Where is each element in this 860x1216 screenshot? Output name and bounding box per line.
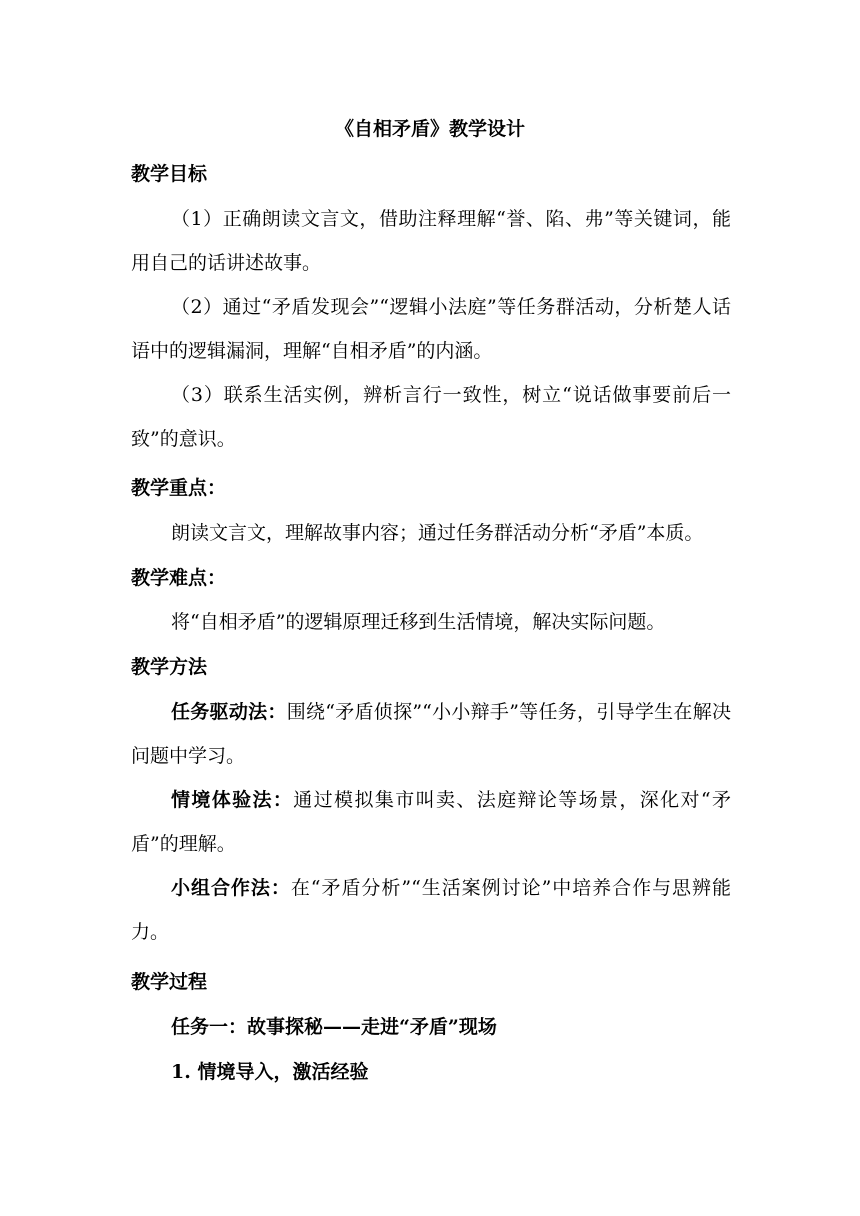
heading-process: 教学过程: [131, 971, 208, 993]
method-label: 小组合作法：: [171, 877, 291, 899]
method-label: 情境体验法：: [171, 789, 294, 811]
method-text: 通过模拟集市叫卖、法庭辩论等场景，深化对“矛盾”的理解。: [131, 789, 731, 855]
method-situational: [131, 778, 731, 866]
method-text: 在“矛盾分析”“生活案例讨论”中培养合作与思辨能力。: [131, 877, 731, 943]
document-title: 《自相矛盾》教学设计: [334, 118, 525, 140]
heading-methods: 教学方法: [131, 656, 208, 678]
objective-3: （3）联系生活实例，辨析言行一致性，树立“说话做事要前后一致”的意识。: [131, 384, 731, 450]
method-text: 围绕“矛盾侦探”“小小辩手”等任务，引导学生在解决问题中学习。: [131, 701, 731, 767]
key-points-text: 朗读文言文，理解故事内容；通过任务群活动分析“矛盾”本质。: [171, 522, 704, 544]
heading-key-points: 教学重点：: [131, 477, 227, 499]
method-group-cooperation: [131, 866, 731, 954]
objective-1: （1）正确朗读文言文，借助注释理解“誉、陷、弗”等关键词，能用自己的话讲述故事。: [131, 208, 731, 274]
heading-difficulties: 教学难点：: [131, 567, 227, 589]
method-label: 任务驱动法：: [171, 701, 287, 723]
method-task-driven: [131, 690, 731, 778]
difficulties-text: 将“自相矛盾”的逻辑原理迁移到生活情境，解决实际问题。: [171, 611, 666, 633]
objective-2: （2）通过“矛盾发现会”“逻辑小法庭”等任务群活动，分析楚人话语中的逻辑漏洞，理解“自相矛盾”的内涵。: [131, 296, 731, 362]
task-one-heading: 任务一：故事探秘——走进“矛盾”现场: [171, 1016, 497, 1038]
step-one-heading: 1. 情境导入，激活经验: [171, 1061, 369, 1083]
heading-objectives: 教学目标: [131, 163, 208, 185]
